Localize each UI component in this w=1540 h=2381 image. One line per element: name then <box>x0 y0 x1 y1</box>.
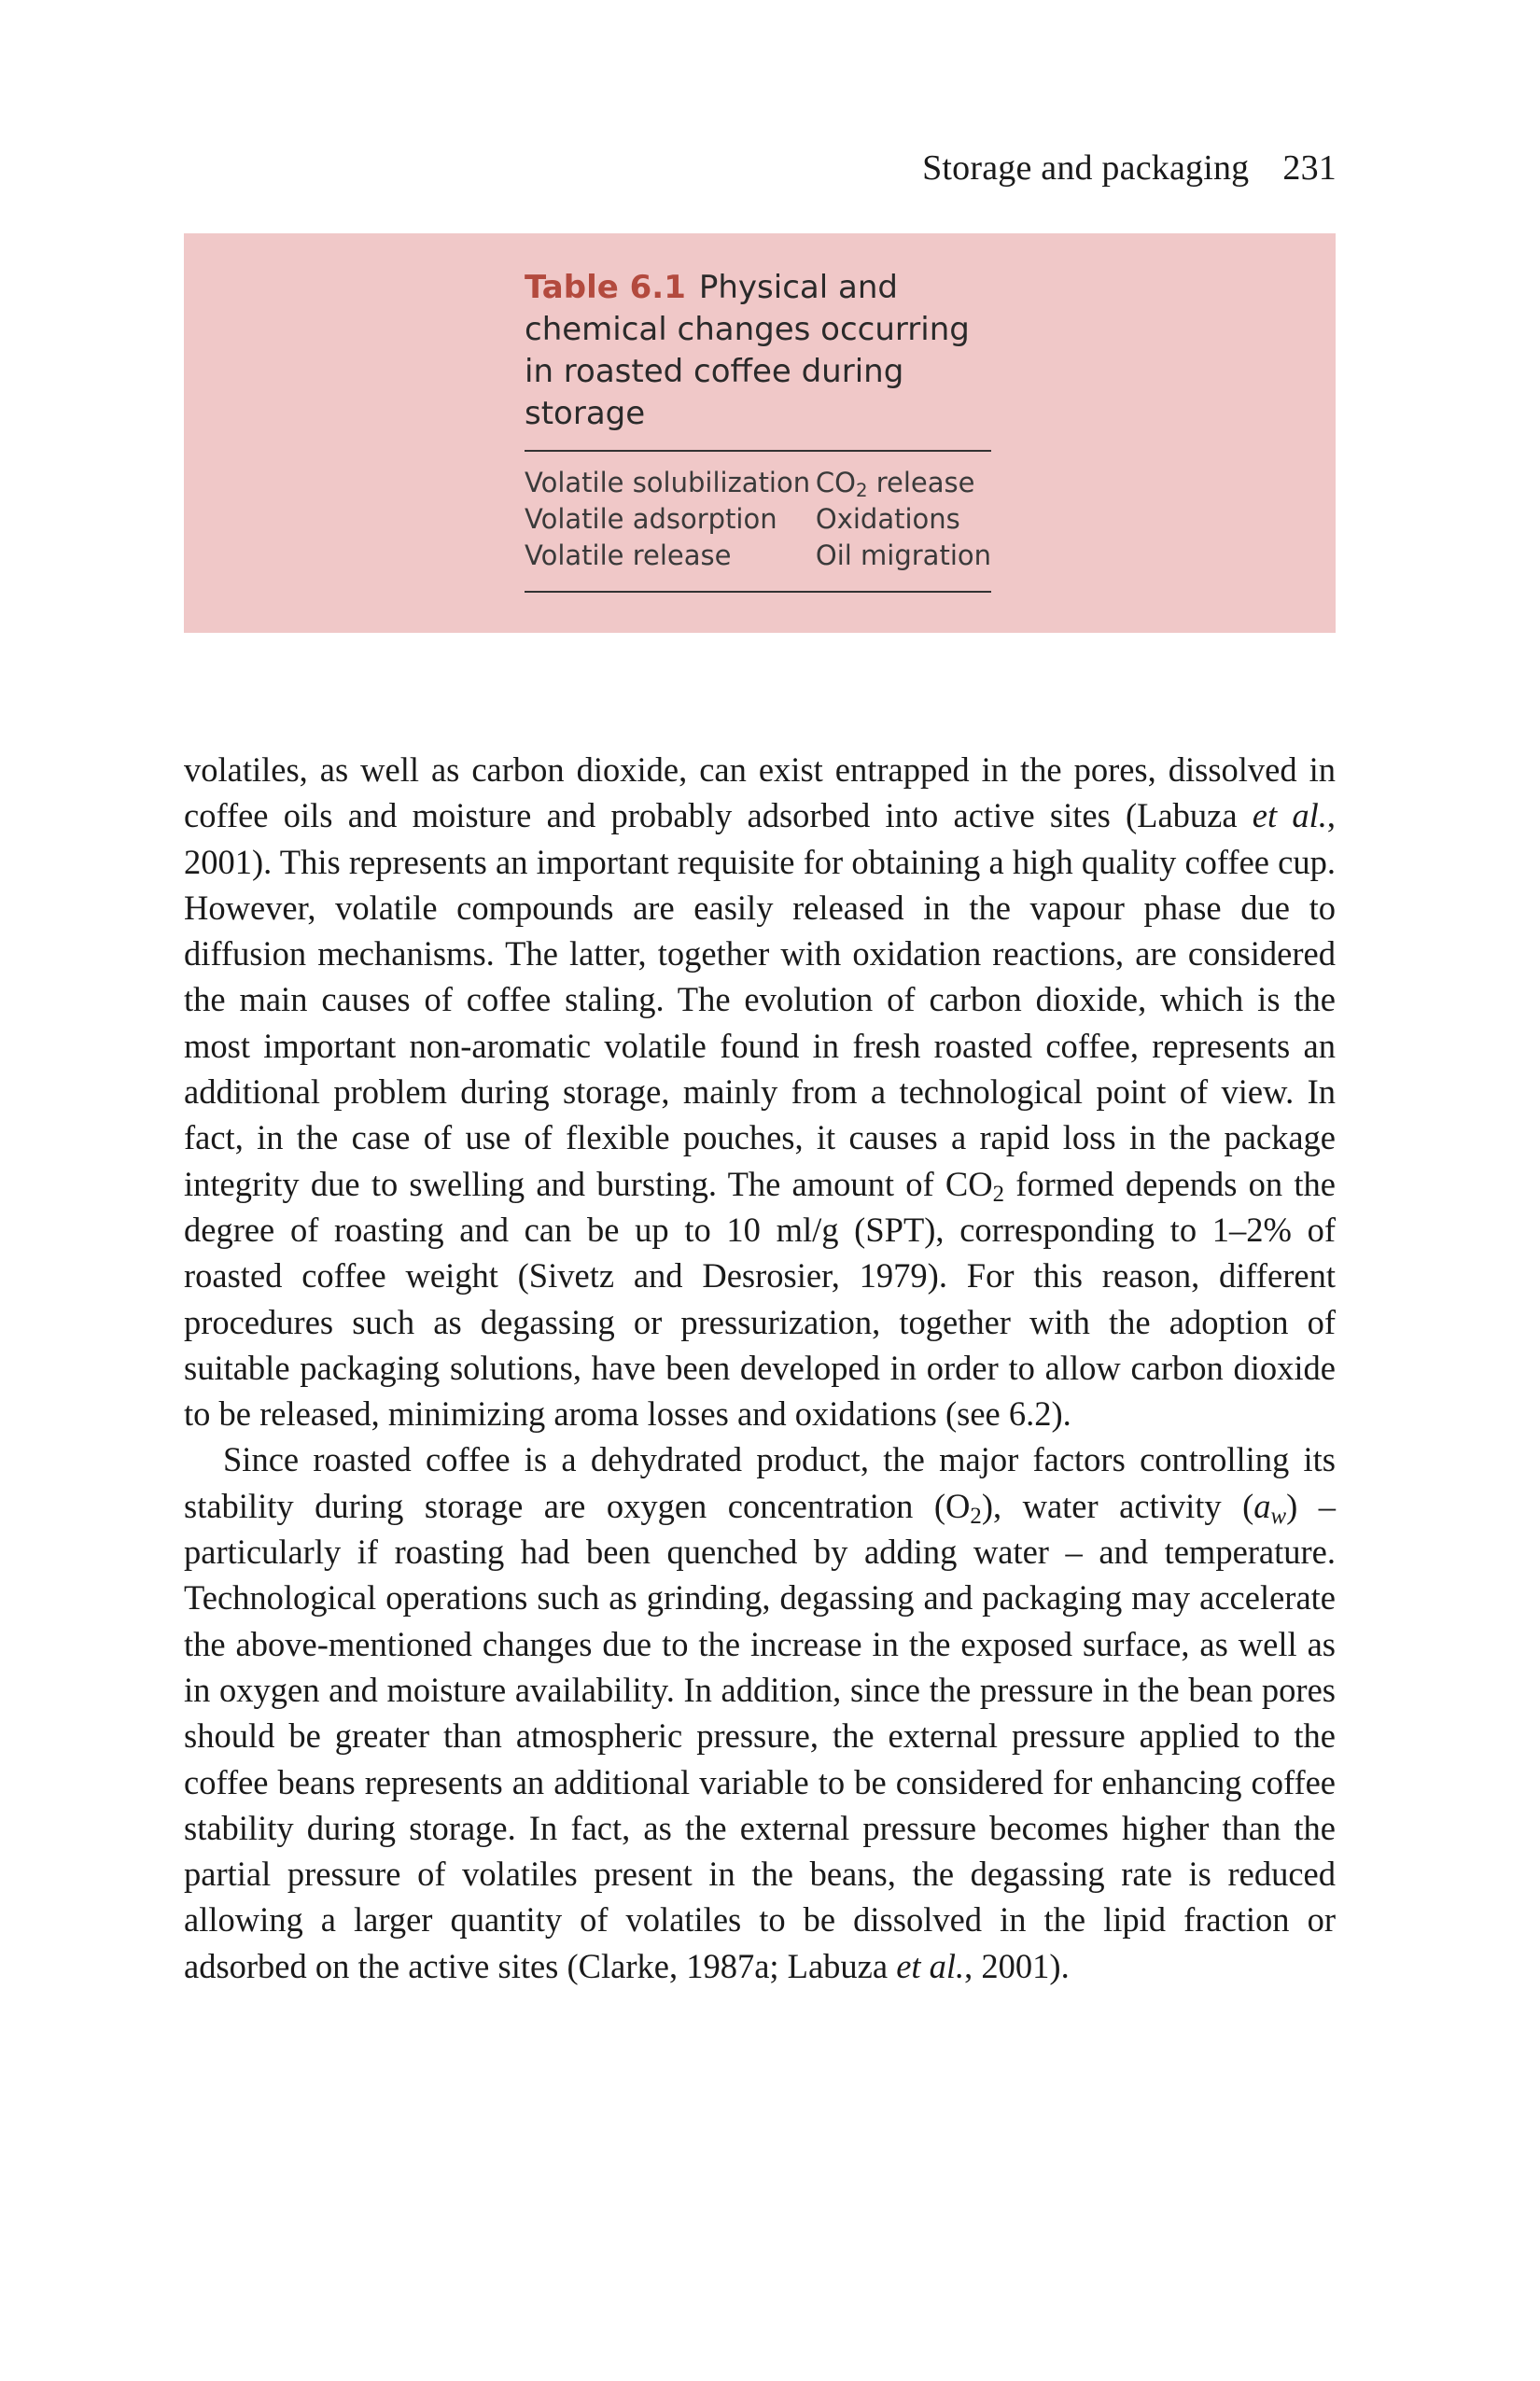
body-text <box>184 747 1336 1989</box>
table-cell: Volatile solubilization <box>525 467 811 498</box>
changes-table <box>525 465 991 574</box>
table-caption <box>525 267 991 435</box>
paragraph-1: volatiles, as well as carbon dioxide, can exist entrapped in the pores, dissolved in coffee oils and moisture and probably adsorbed into active sites (Labuza et al., 2001). This represents an important requisite for obtaining a high quality coffee cup. However, volatile compounds are easily released in the vapour phase due to diffusion mechanisms. The latter, together with oxidation reactions, are considered the main causes of coffee staling. The evolution of carbon dioxide, which is the most important non-aromatic volatile found in fresh roasted coffee, represents an additional problem during storage, mainly from a technological point of view. In fact, in the case of use of flexible pouches, it causes a rapid loss in the package integrity due to swelling and bursting. The amount of $CO_2$ formed depends on the degree of roasting and can be up to 10 ml/g (SPT), corresponding to 1–2% of roasted coffee weight (Sivetz and Desrosier, 1979). For this reason, different procedures such as degassing or pressurization, together with the adoption of suitable packaging solutions, have been developed in order to allow carbon dioxide to be released, minimizing aroma losses and oxidations (see 6.2). <box>184 750 1337 1434</box>
running-head-title: Storage and packaging <box>922 148 1250 188</box>
table-6-1 <box>525 267 991 593</box>
table-6-1-box <box>184 233 1336 633</box>
table-cell: Oxidations <box>815 503 960 535</box>
running-header <box>922 147 1337 189</box>
table-cell: Volatile adsorption <box>525 503 777 535</box>
table-row <box>525 501 991 538</box>
table-bottom-rule <box>525 591 991 593</box>
table-cell: Volatile release <box>525 539 732 571</box>
table-row <box>525 465 991 501</box>
paragraph-2: Since roasted coffee is a dehydrated product, the major factors controlling its stability during storage are oxygen concentration $(O_2)$, water activity $(a_w)$ – particularly if roasting had been quenched by adding water – and temperature. Technological operations such as grinding, degassing and packaging may accelerate the above-mentioned changes due to the increase in the exposed surface, as well as in oxygen and moisture availability. In addition, since the pressure in the bean pores should be greater than atmospheric pressure, the external pressure applied to the coffee beans represents an additional variable to be considered for enhancing coffee stability during storage. In fact, as the external pressure becomes higher than the partial pressure of volatiles present in the beans, the degassing rate is reduced allowing a larger quantity of volatiles to be dissolved in the lipid fraction or adsorbed on the active sites (Clarke, 1987a; Labuza et al., 2001). <box>184 1440 1336 1985</box>
table-caption-text: Physical and chemical changes occurring in roasted coffee during storage <box>525 269 970 432</box>
table-row <box>525 538 991 574</box>
table-label: Table 6.1 <box>525 269 686 306</box>
table-cell: Oil migration <box>815 539 991 571</box>
table-top-rule <box>525 450 991 452</box>
page-number: 231 <box>1282 148 1337 188</box>
table-cell: $CO_2$ release <box>815 467 975 501</box>
